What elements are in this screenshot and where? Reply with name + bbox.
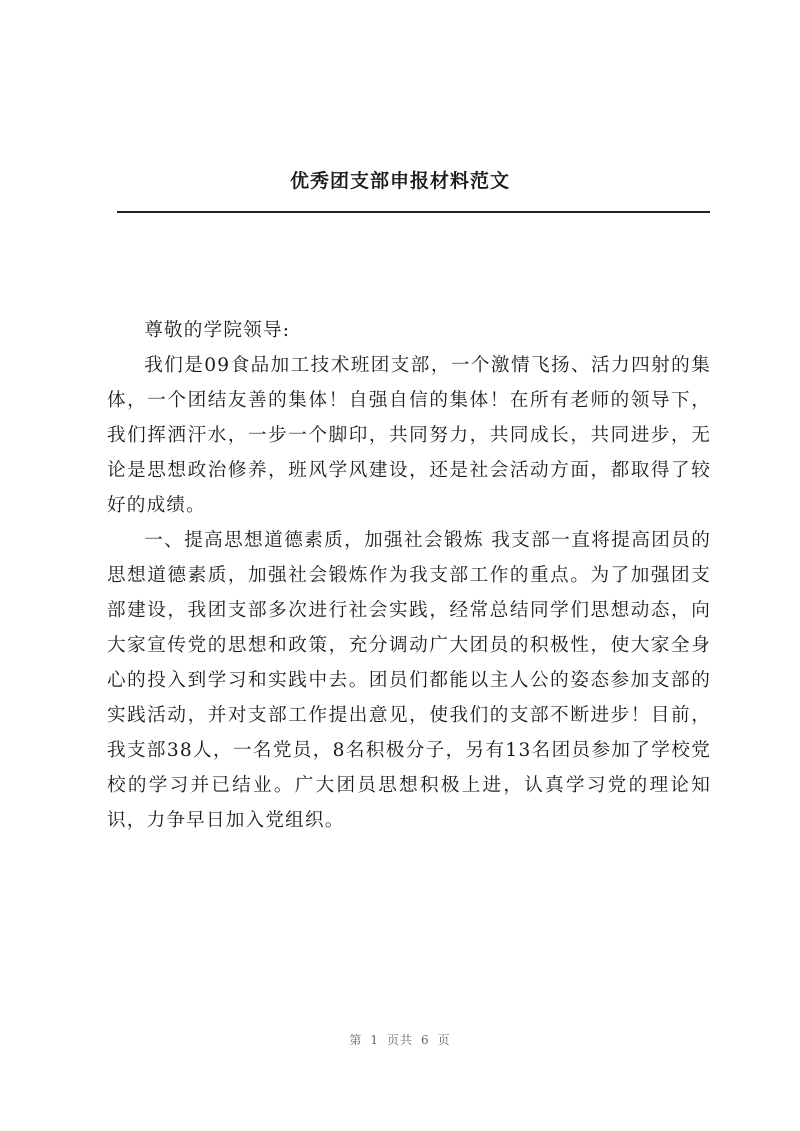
footer-current-page: 1 [370, 1033, 379, 1047]
salutation-paragraph: 尊敬的学院领导: [144, 320, 291, 341]
footer-page-middle: 页共 [386, 1033, 413, 1047]
footer-page-prefix: 第 [349, 1033, 363, 1047]
document-body [107, 313, 711, 838]
intro-paragraph: 我们是09食品加工技术班团支部，一个激情飞扬、活力四射的集体，一个团结友善的集体！自强自信的集体！在所有老师的领导下，我们挥洒汗水，一步一个脚印，共同努力，共同成长，共同进步，无论是思想政治修养，班风学风建设，还是社会活动方面，都取得了较好的成绩。 [107, 355, 711, 516]
footer-total-pages: 6 [421, 1033, 430, 1047]
page-title: 优秀团支部申报材料范文 [289, 170, 510, 192]
section-one-paragraph: 一、提高思想道德素质，加强社会锻炼 我支部一直将提高团员的思想道德素质，加强社会锻炼作为我支部工作的重点。为了加强团支部建设，我团支部多次进行社会实践，经常总结同学们思想动态，向大家宣传党的思想和政策，充分调动广大团员的积极性，使大家全身心的投入到学习和实践中去。团员们都能以主人公的姿态参加支部的实践活动，并对支部工作提出意见，使我们的支部不断进步！目前，我支部38人，一名党员，8名积极分子，另有13名团员参加了学校党校的学习并已结业。广大团员思想积极上进，认真学习党的理论知识，力争早日加入党组织。 [107, 530, 711, 831]
footer-page-suffix: 页 [437, 1033, 451, 1047]
page-footer [0, 1031, 800, 1048]
title-divider [117, 211, 710, 213]
